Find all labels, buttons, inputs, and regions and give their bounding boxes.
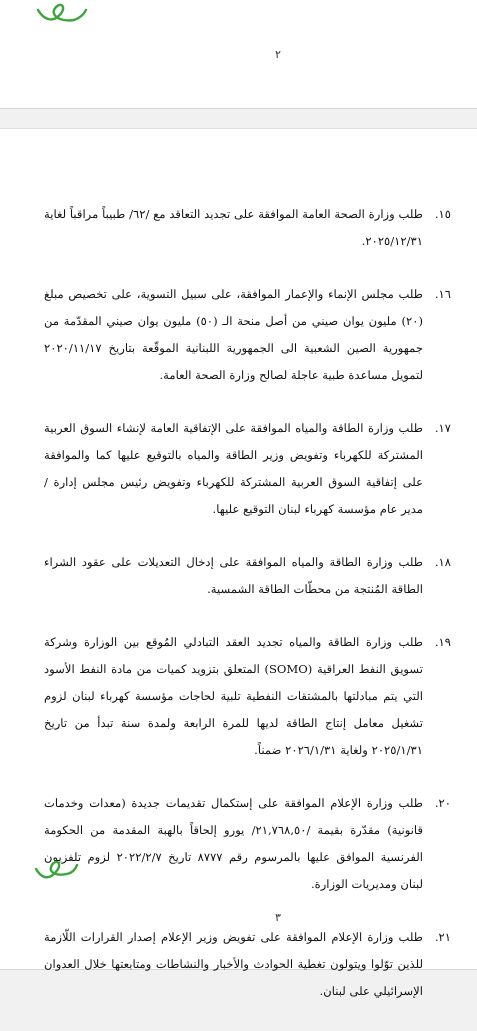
agenda-item-text: طلب وزارة الإعلام الموافقة على إستكمال تقديمات جديدة (معدات وخدمات قانونية) مقدّرة بقيمة /٢١,٧٦٨,٥٠/ يورو إلحاقاً بالهبة المقدمة من الحكومة الفرنسية الموافق عليها بالمرسوم رقم ٨٧٧٧ تاريخ ٢٠٢٢/٢/٧ لزوم تلفزيون لبنان ومديريات الوزارة. — [44, 796, 423, 891]
page-number: ٢ — [275, 48, 281, 61]
agenda-item — [44, 629, 451, 764]
agenda-item — [44, 201, 451, 255]
agenda-item-text: طلب وزارة الطاقة والمياه تجديد العقد التبادلي المُوقع بين الوزارة وشركة تسويق النفط العراقية (SOMO) المتعلق بتزويد كميات من مادة النفط الأسود التي يتم مبادلتها بالمشتقات النفطية تلبية لحاجات مؤسسة كهرباء لبنان لزوم تشغيل معامل إنتاج الطاقة لديها للمرة الرابعة ولمدة سنة تبدأ من تاريخ ٢٠٢٥/١/٣١ ولغاية ٢٠٢٦/١/٣١ ضمناً. — [44, 635, 423, 757]
agenda-items-list — [44, 201, 451, 1031]
handwritten-initial-signature — [30, 0, 90, 34]
handwritten-initial-signature — [30, 857, 80, 891]
document-page-top — [0, 0, 477, 109]
agenda-item-number: ٢١. — [434, 930, 451, 944]
page-number: ٣ — [275, 911, 281, 924]
agenda-item-number: ٢٠. — [434, 796, 451, 810]
document-page-main — [0, 128, 477, 998]
agenda-item-text: طلب وزارة الصحة العامة الموافقة على تجديد التعاقد مع /٦٢/ طبيباً مراقباً لغاية ٢٠٢٥/١٢/٣١. — [44, 207, 423, 248]
agenda-item-number: ١٨. — [434, 555, 451, 569]
agenda-item-number: ١٩. — [434, 635, 451, 649]
agenda-item — [44, 281, 451, 389]
agenda-item-number: ١٦. — [434, 287, 451, 301]
agenda-item-text: طلب مجلس الإنماء والإعمار الموافقة، على سبيل التسوية، على تخصيص مبلغ (٢٠) مليون يوان صيني من أصل منحة الـ (٥٠) مليون يوان صيني المقدّمة من جمهورية الصين الشعبية الى الجمهورية اللبنانية الموقّعة بتاريخ ٢٠٢٠/١١/١٧ لتمويل مساعدة طبية عاجلة لصالح وزارة الصحة العامة. — [44, 287, 423, 382]
agenda-item — [44, 549, 451, 603]
agenda-item-number: ١٥. — [434, 207, 451, 221]
agenda-item — [44, 924, 451, 1005]
agenda-item-text: طلب وزارة الطاقة والمياه الموافقة على إدخال التعديلات على عقود الشراء الطاقة المُنتجة من محطّات الطاقة الشمسية. — [44, 555, 423, 596]
agenda-item — [44, 790, 451, 898]
agenda-item-text: طلب وزارة الطاقة والمياه الموافقة على الإتفاقية العامة لإنشاء السوق العربية المشتركة للكهرباء وتفويض وزير الطاقة والمياه بالتوقيع عليها كما والموافقة على إتفاقية السوق العربية المشتركة للكهرباء وتفويض رئيس مجلس إدارة /مدير عام مؤسسة كهرباء لبنان التوقيع عليها. — [44, 421, 423, 516]
agenda-item-number: ١٧. — [434, 421, 451, 435]
agenda-item-text: طلب وزارة الإعلام الموافقة على تفويض وزير الإعلام إصدار القرارات اللّازمة للذين توّلوا ويتولون تغطية الحوادث والأخبار والنشاطات ومتابعتها خلال العدوان الإسرائيلي على لبنان. — [44, 930, 423, 998]
agenda-item — [44, 415, 451, 523]
